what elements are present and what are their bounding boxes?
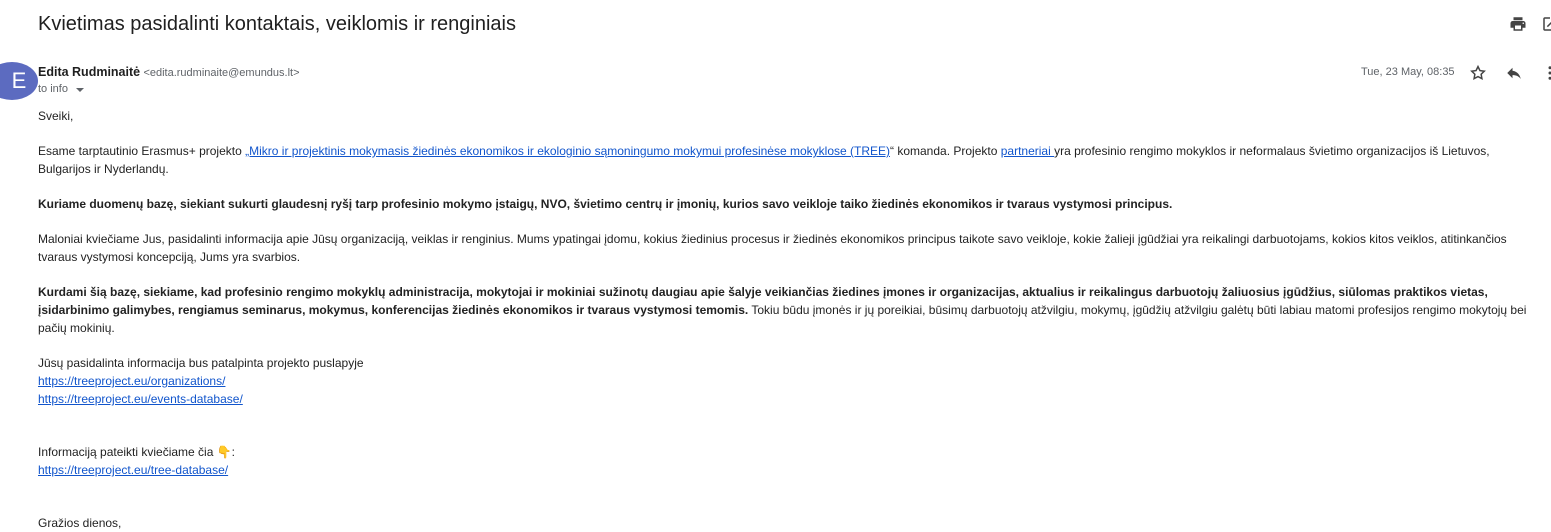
recipients-toggle[interactable] [38, 83, 84, 95]
sender-email: <edita.rudminaite@emundus.lt> [143, 67, 299, 79]
tree-database-link[interactable]: https://treeproject.eu/tree-database/ [38, 463, 228, 477]
organizations-link[interactable]: https://treeproject.eu/organizations/ [38, 374, 225, 388]
email-subject: Kvietimas pasidalinti kontaktais, veiklomis ir renginiais [38, 13, 516, 36]
greeting: Sveiki, [38, 107, 1528, 125]
avatar[interactable] [0, 62, 38, 100]
print-icon[interactable] [1508, 14, 1528, 34]
project-title-link[interactable]: „Mikro ir projektinis mokymasis žiedinės ekonomikos ir ekologinio sąmoningumo mokymui profesinėse mokyklose (TREE) [245, 144, 890, 158]
sender-line [38, 65, 300, 79]
email-date: Tue, 23 May, 08:35 [1361, 66, 1455, 78]
paragraph-published: Jūsų pasidalinta informacija bus patalpinta projekto puslapyje [38, 354, 1528, 372]
star-icon[interactable] [1468, 63, 1488, 83]
more-vert-icon[interactable] [1540, 63, 1551, 83]
sender-name[interactable]: Edita Rudminaitė [38, 65, 140, 79]
goals-bold-text: Kurdami šią bazę, siekiame, kad profesinio rengimo mokyklų administracija, mokytojai ir mokiniai sužinotų daugiau apie šalyje veikiančias žiedines įmones ir organizacijas, aktualius ir reikalingus darbuotojų žaliuosius įgūdžius, siūlomas praktikos vietas, įsidarbinimo galimybes, rengiamus seminarus, mokymus, konferencijas žiedinės ekonomikos ir tvaraus vystymosi temomis. [38, 285, 1488, 317]
open-in-new-window-icon[interactable] [1540, 14, 1551, 34]
top-toolbar [1508, 14, 1551, 34]
message-actions [1468, 63, 1551, 83]
email-body [38, 107, 1528, 532]
closing: Gražios dienos, [38, 514, 1528, 532]
events-database-link[interactable]: https://treeproject.eu/events-database/ [38, 392, 243, 406]
avatar-letter: E [12, 68, 27, 94]
goals-text: Tokiu būdu įmonės ir jų poreikiai, būsimų darbuotojų atžvilgiu, mokymų, įgūdžių atžvilgiu galėtų būti labiau matomi profesijos rengimo mokytojų bei pačių mokinių. [38, 303, 1526, 335]
paragraph-intro [38, 142, 1528, 178]
paragraph-goals [38, 283, 1528, 337]
recipients-label: to info [38, 83, 68, 95]
reply-icon[interactable] [1504, 63, 1524, 83]
database-text: Kuriame duomenų bazę, siekiant sukurti glaudesnį ryšį tarp profesinio mokymo įstaigų, NVO, švietimo centrų ir įmonių, kurios savo veikloje taiko žiedinės ekonomikos ir tvaraus vystymosi principus. [38, 197, 1172, 211]
intro-text-c: yra profesinio rengimo mokyklos ir neformalaus švietimo organizacijos iš Lietuvos, Bulgarijos ir Nyderlandų. [38, 144, 1490, 176]
partners-link[interactable]: partneriai [1001, 144, 1054, 158]
paragraph-invitation: Maloniai kviečiame Jus, pasidalinti informacija apie Jūsų organizaciją, veiklas ir renginius. Mums ypatingai įdomu, kokius žiedinius procesus ir žiedinės ekonomikos principus taikote savo veikloje, kokie žalieji įgūdžiai yra reikalingi darbuotojams, kokios kitos veiklos, atitinkančios tvaraus vystymosi koncepciją, Jums yra svarbios. [38, 230, 1528, 266]
chevron-down-icon [76, 88, 84, 92]
paragraph-database [38, 195, 1528, 213]
intro-text-a: Esame tarptautinio Erasmus+ projekto [38, 144, 245, 158]
intro-text-b: “ komanda. Projekto [890, 144, 1001, 158]
paragraph-submit: Informaciją pateikti kviečiame čia 👇: [38, 443, 1528, 461]
